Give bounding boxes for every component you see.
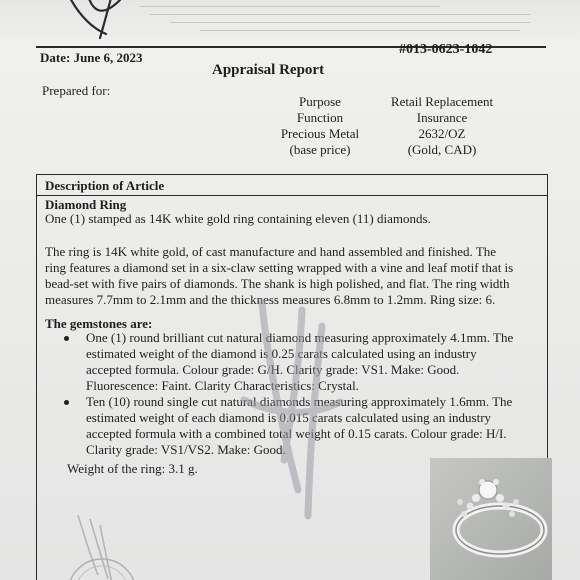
gemstone-text: Ten (10) round single cut natural diamonds measuring approximately 1.6mm. The estimated weight of each diamond is 0.015 carats calculated using an industry accepted formula with a combined total weight of 0.15 carats. Colour grade: H/I. Clarity grade: VS1/VS2. Make: Good. [86,394,513,457]
bullet-icon [64,400,69,405]
report-date: Date: June 6, 2023 [40,50,143,65]
gemstone-text: One (1) round brilliant cut natural diamond measuring approximately 4.1mm. The estimated weight of the diamond is 0.25 carats calculated using an industry accepted formula. Colour grade: G/H. Clarity grade: VS1. Make: Good. Fluorescence: Faint. Clarity Characteristics: Crystal. [86,330,514,393]
base-price-label: (base price) [289,142,351,157]
base-price-value: (Gold, CAD) [407,142,477,157]
bullet-icon [64,336,69,341]
monogram-watermark-icon [230,290,350,530]
monogram-watermark-icon [62,0,142,40]
item-description: The ring is 14K white gold, of cast manufacture and hand assembled and finished. The ring features a diamond set in a six-claw setting wrapped with a vine and leaf motif that is bead-set with five pairs of diamonds. The shank is high polished, and flat. The ring width measures 7.7mm to 2.1mm and the thickness measures 6.8mm to 1.2mm. Ring size: 6. [45,244,514,307]
item-title: Diamond Ring [45,197,127,212]
function-value: Insurance [416,110,468,125]
report-reference: #013-0623-1042 [399,42,493,57]
purpose-value: Retail Replacement [390,94,494,109]
bleed-line [170,22,530,23]
description-header [37,175,547,196]
details-values [376,94,508,158]
bleed-line [150,14,530,15]
prepared-for-label: Prepared for: [42,83,111,98]
ring-photo [430,458,552,580]
purpose-label: Purpose [299,94,341,109]
item-intro: One (1) stamped as 14K white gold ring containing eleven (11) diamonds. [45,211,431,226]
details-labels [268,94,372,158]
gemstones-heading: The gemstones are: [45,316,153,331]
page-title: Appraisal Report [212,62,325,78]
ring-photo-icon [430,458,552,580]
precious-metal-value: 2632/OZ [418,126,466,141]
precious-metal-label: Precious Metal [280,126,360,141]
seal-stamp-icon [38,515,158,580]
bleed-line [200,30,520,31]
ring-weight: Weight of the ring: 3.1 g. [67,461,198,476]
bleed-line [140,6,440,7]
description-title: Description of Article [45,178,165,193]
function-label: Function [296,110,344,125]
